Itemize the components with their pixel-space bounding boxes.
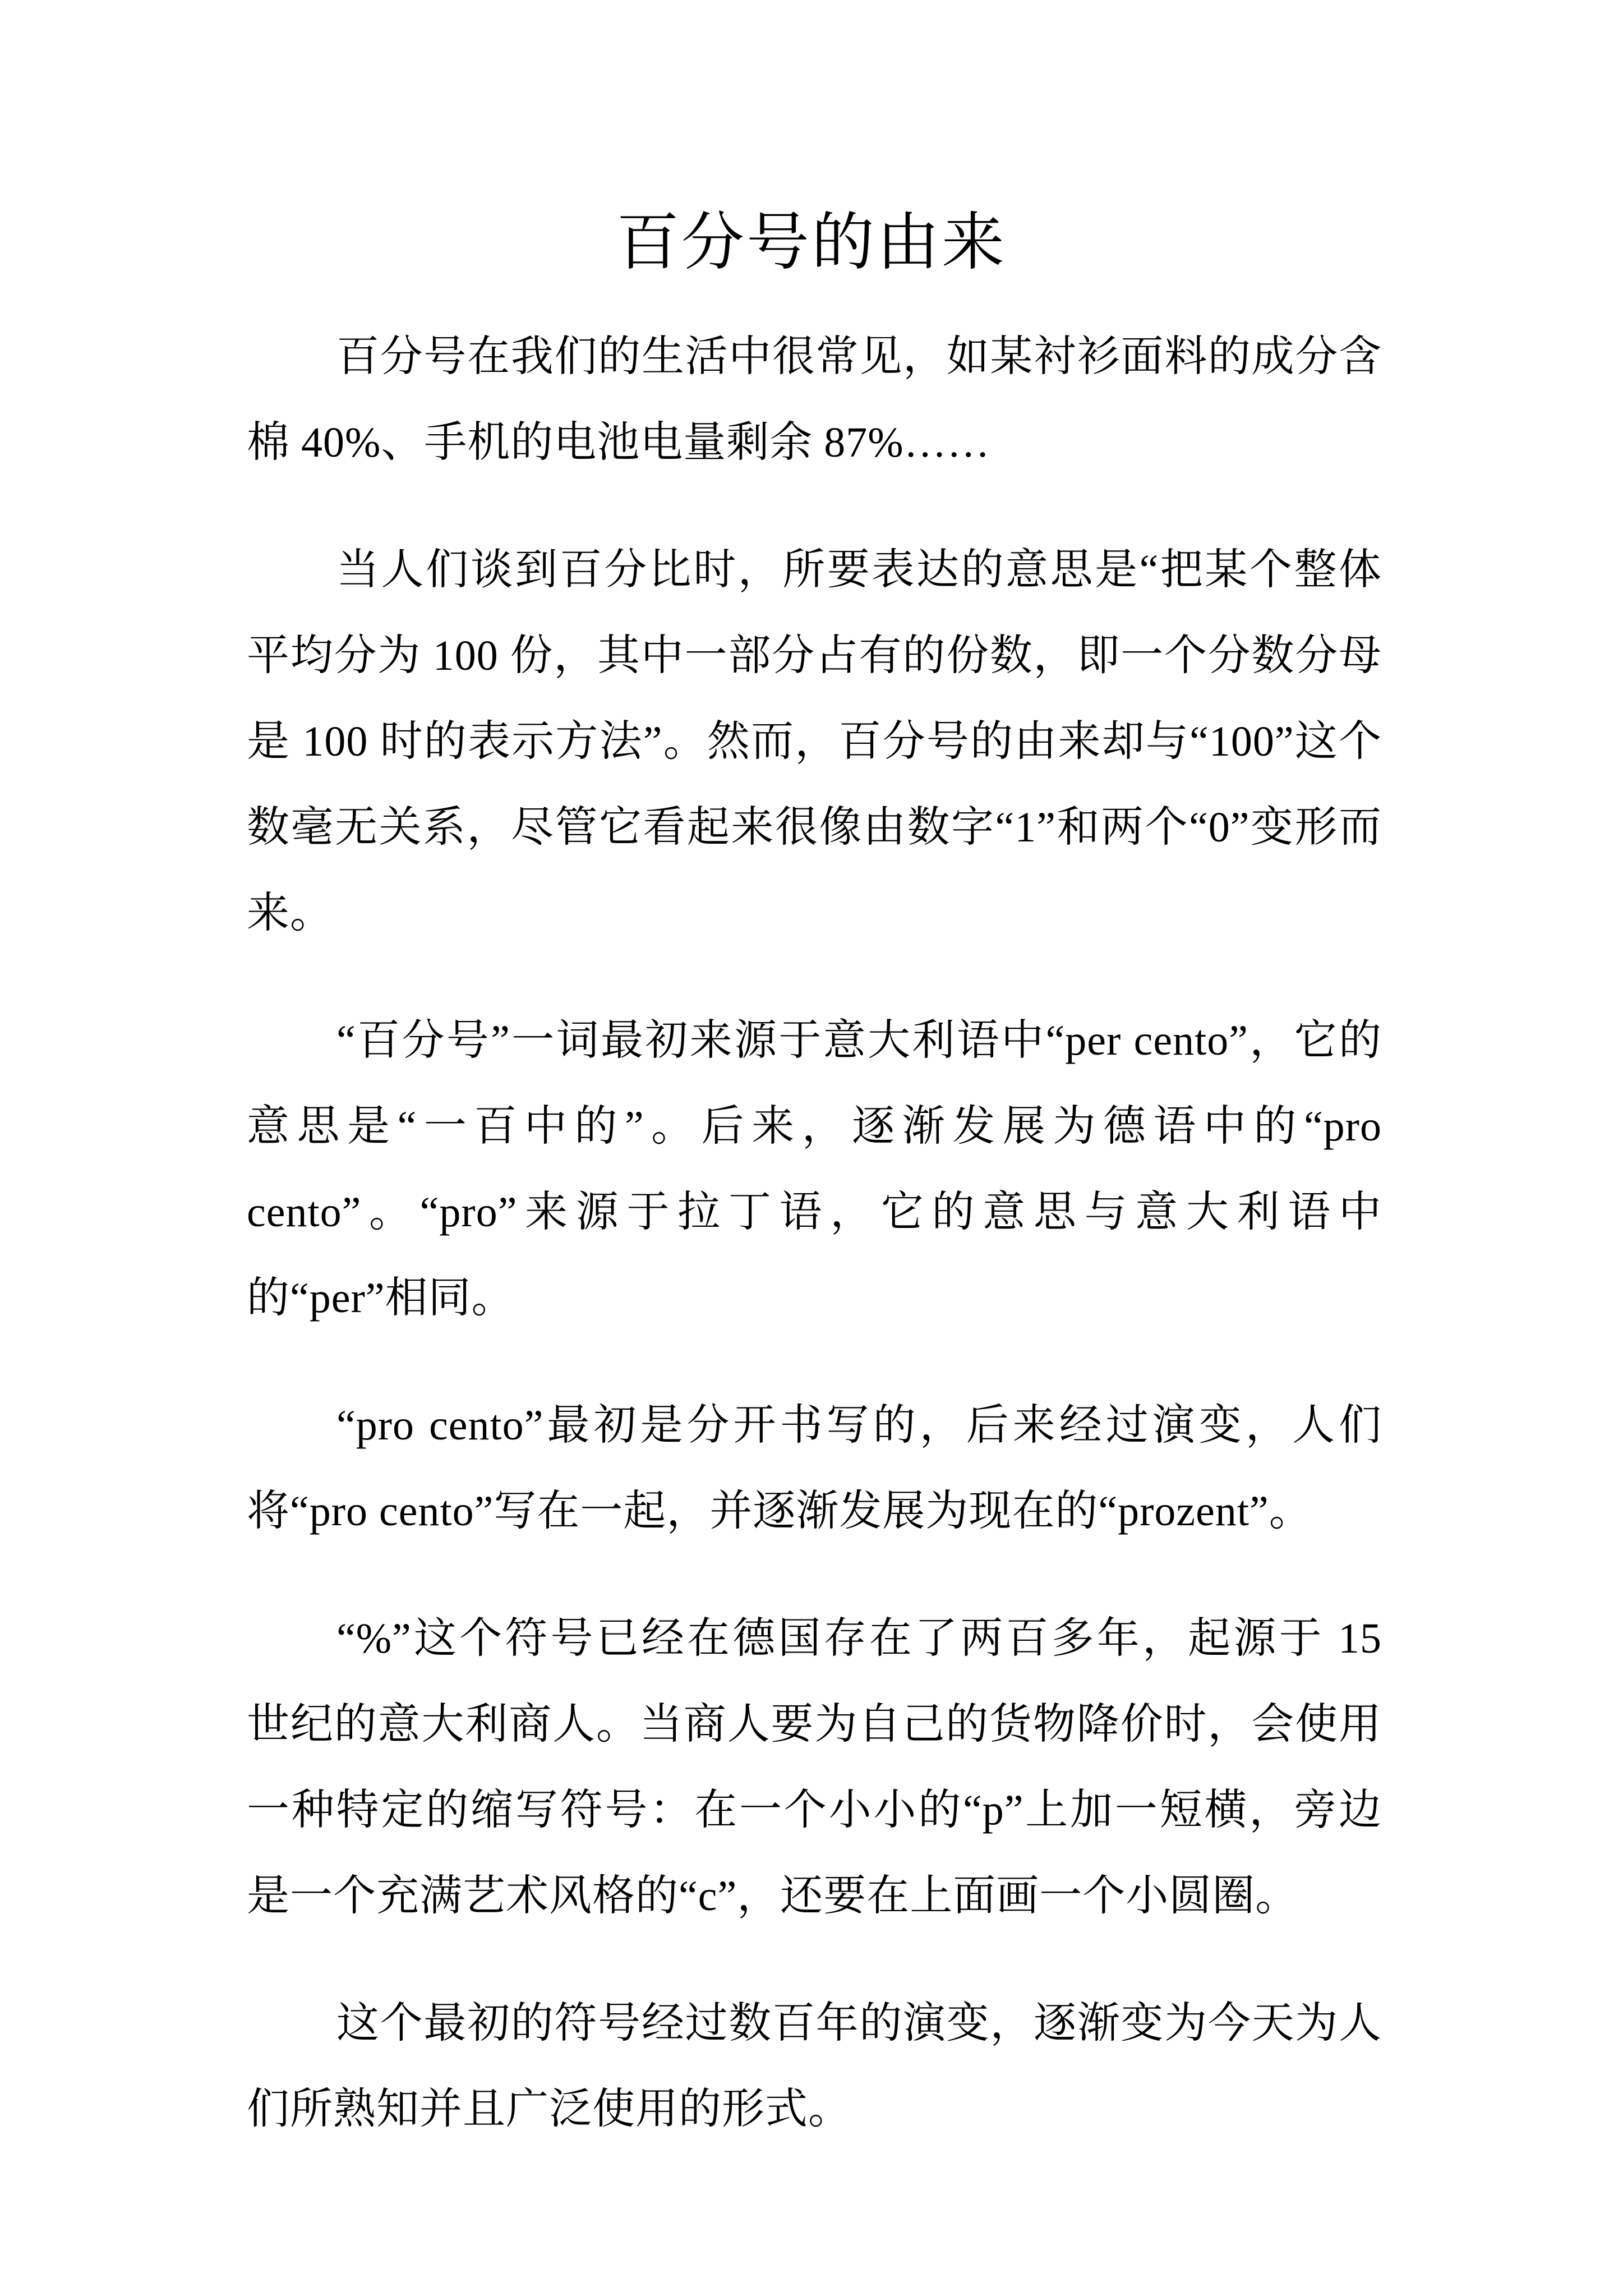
paragraph-2: 当人们谈到百分比时，所要表达的意思是“把某个整体平均分为 100 份，其中一部分占有的份数，即一个分数分母是 100 时的表示方法”。然而，百分号的由来却与“100”这个数毫无关系，尽管它看起来很像由数字“1”和两个“0”变形而来。 (247, 546, 1382, 937)
paragraph-4: “pro cento”最初是分开书写的，后来经过演变，人们将“pro cento”写在一起，并逐渐发展为现在的“prozent”。 (247, 1402, 1382, 1535)
paragraph-5: “%”这个符号已经在德国存在了两百多年，起源于 15 世纪的意大利商人。当商人要为自己的货物降价时，会使用一种特定的缩写符号：在一个小小的“p”上加一短横，旁边是一个充满艺术风格的“c”，还要在上面画一个小圆圈。 (247, 1615, 1382, 1920)
paragraph-6: 这个最初的符号经过数百年的演变，逐渐变为今天为人们所熟知并且广泛使用的形式。 (247, 2000, 1382, 2133)
paragraph-3: “百分号”一词最初来源于意大利语中“per cento”，它的意思是“一百中的”。后来，逐渐发展为德语中的“pro cento”。“pro”来源于拉丁语，它的意思与意大利语中的“per”相同。 (247, 1017, 1382, 1322)
article-body (247, 314, 1382, 2194)
page-title: 百分号的由来 (616, 206, 1007, 279)
paragraph-1: 百分号在我们的生活中很常见，如某衬衫面料的成分含棉 40%、手机的电池电量剩余 87%…… (247, 333, 1382, 466)
